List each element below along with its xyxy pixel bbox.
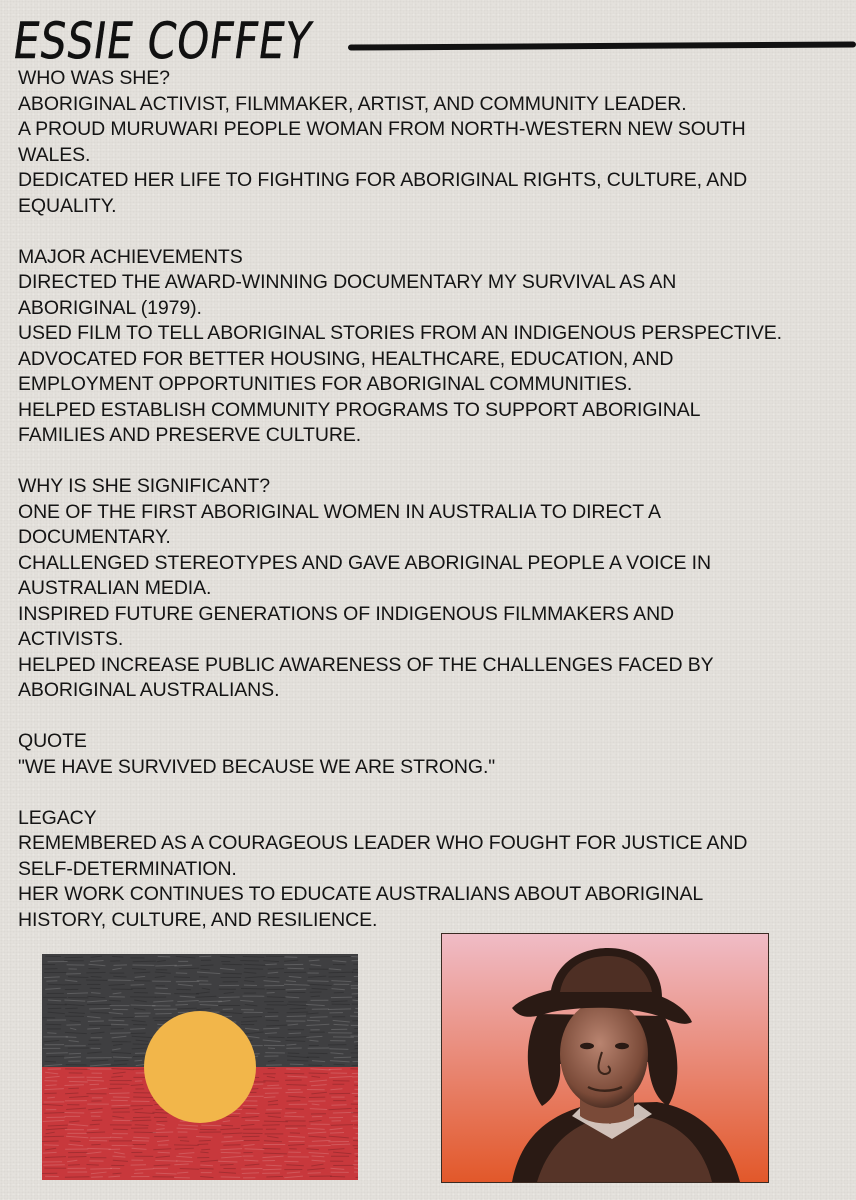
eye-right <box>615 1043 629 1049</box>
flag-hatch-stroke <box>352 960 358 961</box>
section-line: EMPLOYMENT OPPORTUNITIES FOR ABORIGINAL COMMUNITIES. <box>18 373 633 395</box>
section-line: DEDICATED HER LIFE TO FIGHTING FOR ABORIGINAL RIGHTS, CULTURE, AND <box>18 169 748 191</box>
flag-hatch-stroke <box>70 1141 81 1142</box>
flag-hatch-stroke <box>199 1140 211 1141</box>
flag-hatch-stroke <box>91 1177 103 1178</box>
flag-hatch-stroke <box>87 1164 99 1165</box>
flag-hatch-stroke <box>355 1048 358 1049</box>
section-line: REMEMBERED AS A COURAGEOUS LEADER WHO FOUGHT FOR JUSTICE AND <box>18 832 748 854</box>
flag-hatch-stroke <box>201 965 214 966</box>
flag-hatch-stroke <box>264 1121 288 1122</box>
flag-hatch-stroke <box>330 1176 345 1177</box>
flag-hatch-stroke <box>285 1073 305 1074</box>
flag-hatch-stroke <box>286 1085 306 1086</box>
flag-hatch-stroke <box>134 1173 143 1174</box>
flag-hatch-stroke <box>243 1108 257 1109</box>
flag-hatch-stroke <box>308 1053 327 1054</box>
section-major-achievements <box>18 245 818 449</box>
section-line: SELF-DETERMINATION. <box>18 857 237 880</box>
flag-hatch-stroke <box>132 1140 149 1141</box>
flag-hatch-stroke <box>223 973 242 974</box>
flag-hatch-stroke <box>329 1049 348 1050</box>
flag-hatch-stroke <box>86 972 105 973</box>
flag-hatch-stroke <box>133 1117 151 1118</box>
flag-hatch-stroke <box>331 1125 353 1126</box>
flag-hatch-stroke <box>48 984 65 985</box>
flag-hatch-stroke <box>263 1169 282 1170</box>
flag-hatch-stroke <box>155 965 177 966</box>
flag-hatch-stroke <box>65 1008 78 1009</box>
flag-hatch-stroke <box>131 985 145 986</box>
flag-hatch-stroke <box>312 1156 325 1157</box>
flag-hatch-stroke <box>267 1085 279 1086</box>
flag-hatch-stroke <box>330 1132 344 1133</box>
flag-hatch-stroke <box>262 1125 279 1126</box>
flag-hatch-stroke <box>114 1060 129 1061</box>
page-title: ESSIE COFFEY <box>9 12 316 70</box>
flag-hatch-stroke <box>221 1152 241 1153</box>
section-line: USED FILM TO TELL ABORIGINAL STORIES FROM AN INDIGENOUS PERSPECTIVE. <box>18 322 782 344</box>
flag-hatch-stroke <box>242 1136 259 1137</box>
quote-text: "WE HAVE SURVIVED BECAUSE WE ARE STRONG." <box>18 755 496 778</box>
flag-hatch-stroke <box>308 1065 322 1066</box>
flag-hatch-stroke <box>311 996 320 997</box>
flag-sun <box>144 1011 256 1123</box>
section-heading: QUOTE <box>18 730 87 752</box>
section-heading: WHO WAS SHE? <box>18 67 170 89</box>
section-line: HELPED ESTABLISH COMMUNITY PROGRAMS TO SUPPORT ABORIGINAL <box>18 398 701 421</box>
flag-hatch-stroke <box>158 1152 170 1153</box>
flag-hatch-stroke <box>90 1168 112 1169</box>
flag-hatch-stroke <box>68 1088 79 1089</box>
flag-hatch-stroke <box>133 1137 149 1138</box>
flag-hatch-stroke <box>286 989 307 990</box>
section-line: CHALLENGED STEREOTYPES AND GAVE ABORIGINAL PEOPLE A VOICE IN <box>18 551 711 574</box>
flag-hatch-stroke <box>285 1113 296 1114</box>
flag-hatch-stroke <box>266 1020 279 1021</box>
section-line: ONE OF THE FIRST ABORIGINAL WOMEN IN AUSTRALIA TO DIRECT A <box>18 500 661 523</box>
flag-hatch-stroke <box>288 1053 300 1054</box>
flag-hatch-stroke <box>351 1057 358 1058</box>
flag-hatch-stroke <box>331 1105 346 1106</box>
flag-hatch-stroke <box>263 1028 279 1029</box>
flag-hatch-stroke <box>287 968 303 969</box>
flag-hatch-stroke <box>200 1165 213 1166</box>
flag-hatch-stroke <box>267 992 275 993</box>
flag-hatch-stroke <box>68 1165 80 1166</box>
section-line: WALES. <box>18 143 91 166</box>
flag-hatch-stroke <box>130 1120 151 1121</box>
flag-hatch-stroke <box>133 1097 155 1098</box>
flag-hatch-stroke <box>47 1097 55 1098</box>
flag-hatch-stroke <box>109 1000 121 1001</box>
flag-hatch-stroke <box>87 1028 100 1029</box>
content <box>18 66 818 959</box>
flag-hatch-stroke <box>329 976 346 977</box>
flag-hatch-stroke <box>86 1132 105 1133</box>
flag-hatch-stroke <box>222 964 242 965</box>
flag-hatch-stroke <box>289 1033 301 1034</box>
flag-hatch-stroke <box>331 1144 350 1145</box>
flag-drawing <box>42 954 358 1180</box>
section-line: HER WORK CONTINUES TO EDUCATE AUSTRALIANS ABOUT ABORIGINAL <box>18 883 704 905</box>
section-line: ABORIGINAL AUSTRALIANS. <box>18 679 280 701</box>
flag-hatch-stroke <box>111 1105 130 1106</box>
flag-hatch-stroke <box>268 969 284 970</box>
section-heading: LEGACY <box>18 806 97 829</box>
flag-hatch-stroke <box>174 1164 188 1165</box>
flag-hatch-stroke <box>44 977 60 978</box>
flag-hatch-stroke <box>286 1101 300 1102</box>
flag-hatch-stroke <box>133 961 156 962</box>
flag-hatch-stroke <box>65 1069 90 1070</box>
title-row <box>9 10 856 72</box>
flag-hatch-stroke <box>354 1028 358 1029</box>
flag-hatch-stroke <box>333 1112 353 1113</box>
flag-hatch-stroke <box>307 1020 320 1021</box>
flag-hatch-stroke <box>334 1064 345 1065</box>
section-line: HISTORY, CULTURE, AND RESILIENCE. <box>18 908 378 931</box>
flag-hatch-stroke <box>68 1156 86 1157</box>
section-line: DOCUMENTARY. <box>18 526 171 548</box>
flag-hatch-stroke <box>329 972 354 973</box>
flag-hatch-stroke <box>110 1137 123 1138</box>
flag-hatch-stroke <box>109 1088 122 1089</box>
section-who-was-she <box>18 66 818 219</box>
flag-hatch-stroke <box>334 1057 351 1058</box>
section-line: FAMILIES AND PRESERVE CULTURE. <box>18 424 362 446</box>
flag-hatch-stroke <box>180 1169 200 1170</box>
flag-hatch-stroke <box>352 1020 358 1021</box>
section-heading: WHY IS SHE SIGNIFICANT? <box>18 475 270 497</box>
flag-hatch-stroke <box>64 957 83 958</box>
section-line: A PROUD MURUWARI PEOPLE WOMAN FROM NORTH-WESTERN NEW SOUTH <box>18 118 746 140</box>
flag-hatch-stroke <box>174 977 190 978</box>
aboriginal-flag-icon <box>42 954 358 1180</box>
title-underline <box>348 41 856 50</box>
flag-hatch-stroke <box>201 1149 210 1150</box>
flag-hatch-stroke <box>334 992 344 993</box>
section-line: INSPIRED FUTURE GENERATIONS OF INDIGENOUS FILMMAKERS AND <box>18 602 675 625</box>
flag-hatch-stroke <box>241 988 265 989</box>
flag-hatch-stroke <box>43 1165 65 1166</box>
portrait-drawing <box>442 934 768 1182</box>
section-legacy <box>18 806 818 934</box>
section-quote <box>18 729 818 780</box>
flag-hatch-stroke <box>200 1168 214 1169</box>
flag-hatch-stroke <box>285 1109 304 1110</box>
section-line: DIRECTED THE AWARD-WINNING DOCUMENTARY MY SURVIVAL AS AN <box>18 271 677 293</box>
section-heading: MAJOR ACHIEVEMENTS <box>18 245 243 268</box>
flag-hatch-stroke <box>89 1008 110 1009</box>
flag-hatch-stroke <box>263 1081 279 1082</box>
eye-left <box>580 1043 594 1049</box>
section-line: HELPED INCREASE PUBLIC AWARENESS OF THE CHALLENGES FACED BY <box>18 653 714 676</box>
flag-hatch-stroke <box>91 1144 100 1145</box>
flag-hatch-stroke <box>265 964 277 965</box>
flag-hatch-stroke <box>266 1176 283 1177</box>
flag-hatch-stroke <box>46 1053 68 1054</box>
portrait-photo-icon <box>441 933 769 1183</box>
flag-hatch-stroke <box>201 1125 221 1126</box>
section-line: EQUALITY. <box>18 194 117 217</box>
section-line: ABORIGINAL ACTIVIST, FILMMAKER, ARTIST, AND COMMUNITY LEADER. <box>18 92 687 115</box>
flag-hatch-stroke <box>109 1093 129 1094</box>
section-line: ADVOCATED FOR BETTER HOUSING, HEALTHCARE, EDUCATION, AND <box>18 347 674 370</box>
section-line: AUSTRALIAN MEDIA. <box>18 577 212 599</box>
flag-hatch-stroke <box>284 1116 304 1117</box>
flag-hatch-stroke <box>65 1177 90 1178</box>
flag-hatch-stroke <box>45 1061 56 1062</box>
flag-hatch-stroke <box>241 1168 262 1169</box>
flag-hatch-stroke <box>308 1145 330 1146</box>
flag-hatch-stroke <box>111 1024 128 1025</box>
flag-hatch-stroke <box>268 1037 285 1038</box>
section-line: ABORIGINAL (1979). <box>18 296 202 319</box>
flag-hatch-stroke <box>244 969 263 970</box>
flag-hatch-stroke <box>108 1020 124 1021</box>
flag-hatch-stroke <box>69 1081 88 1082</box>
flag-hatch-stroke <box>309 1073 328 1074</box>
flag-hatch-stroke <box>47 1033 56 1034</box>
flag-hatch-stroke <box>113 1129 128 1130</box>
flag-hatch-stroke <box>263 1148 281 1149</box>
flag-hatch-stroke <box>153 1132 174 1133</box>
section-line: ACTIVISTS. <box>18 628 124 650</box>
flag-hatch-stroke <box>179 968 199 969</box>
flag-hatch-stroke <box>180 1141 189 1142</box>
flag-hatch-stroke <box>310 1017 328 1018</box>
section-why-significant <box>18 474 818 704</box>
flag-hatch-stroke <box>284 957 297 958</box>
flag-hatch-stroke <box>263 1153 287 1154</box>
